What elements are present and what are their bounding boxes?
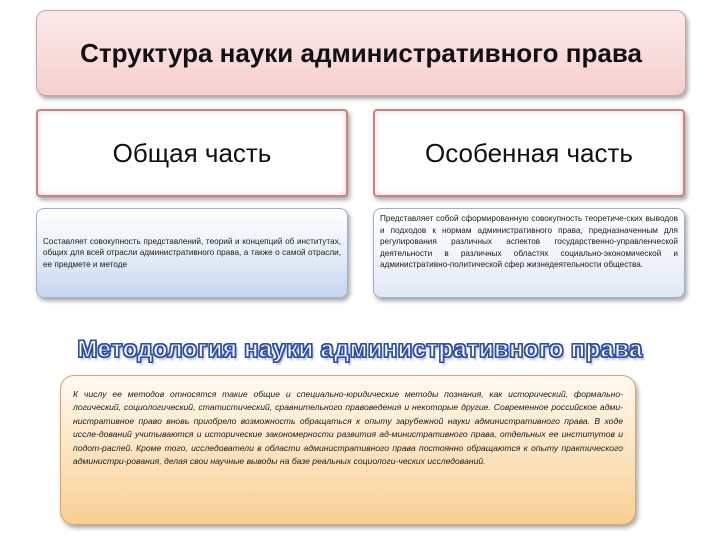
methodology-box [60, 375, 636, 525]
general-part-box [36, 109, 348, 197]
general-part-description: Составляет совокупность представлений, теорий и концепций об институтах, общих для всей отрасли административного права, а также о самой отрасли, ее предмете и методе [43, 236, 341, 269]
methodology-text: К числу ее методов относятся такие общие и специально-юридические методы познания, как исторический, формально-логический, социологический, статистический, сравнительного правоведения и некоторые другие. Современное российское адми-нистративное право вновь приобрело возможность обращаться к опыту зарубежной науки административного права. В ходе иссле-дований учитываются и исторические закономерности развития ад-министративного права, отдельных ее институтов и подот-раслей. Кроме того, исследователи в области административного права постоянно обращаются к опыту практического администри-рования, делая свои научные выводы на базе реальных социологи-ческих исследований. [73, 389, 623, 467]
special-part-description-box [373, 208, 685, 298]
title-box [36, 10, 686, 96]
diagram-title: Структура науки административного права [80, 37, 642, 68]
special-part-box [373, 109, 685, 197]
methodology-title: Методология науки административного права [77, 336, 643, 363]
general-part-label: Общая часть [112, 137, 272, 168]
special-part-label: Особенная часть [425, 137, 633, 168]
special-part-description: Представляет собой сформированную совокупность теоретиче-ских выводов и подходов к нормам административного права, предназначенным для регулирования различных аспектов государственно-управленческой деятельности в различных областях социально-экономической и административно-политической сфер жизнедеятельности общества. [380, 214, 678, 269]
general-part-description-box [36, 208, 348, 298]
